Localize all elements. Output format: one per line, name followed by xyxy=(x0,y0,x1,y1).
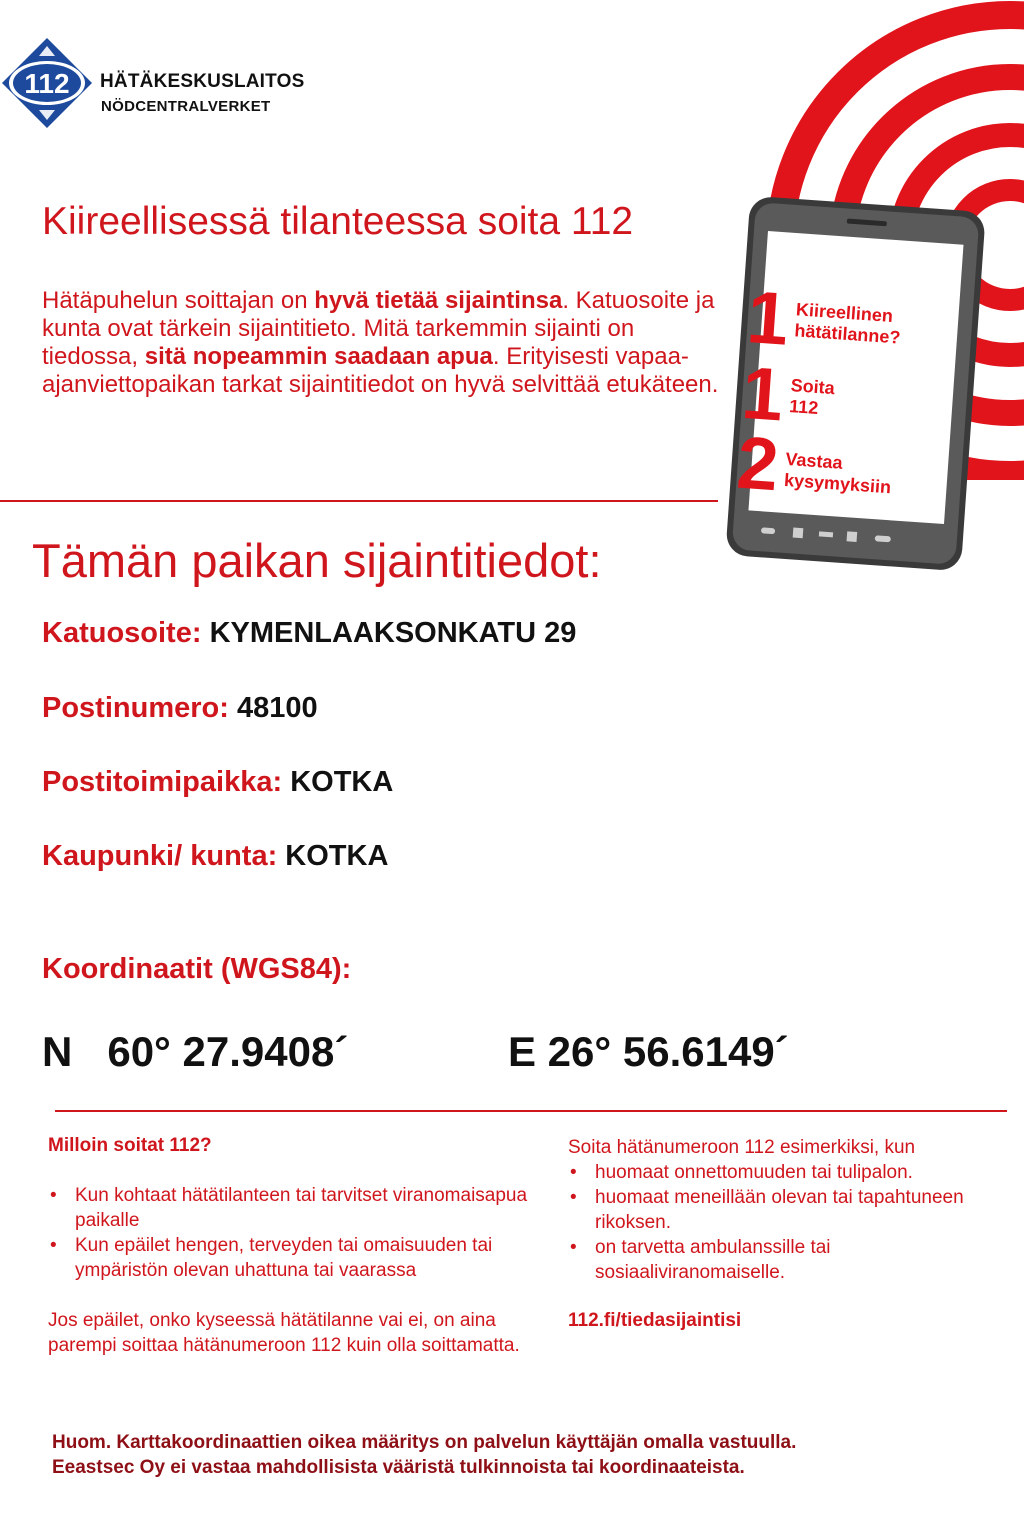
phone-step-text: Kiireellinen xyxy=(795,299,894,327)
phone-step-text: 112 xyxy=(788,396,819,419)
street-label: Katuosoite: xyxy=(42,617,202,649)
postcode-label: Postinumero: xyxy=(42,692,229,724)
divider xyxy=(0,500,718,502)
city-value: KOTKA xyxy=(285,840,389,872)
postoffice-field xyxy=(42,766,393,799)
phone-step-3 xyxy=(734,420,892,507)
intro-paragraph xyxy=(42,287,722,399)
bullet: • xyxy=(50,1235,57,1256)
bullet: • xyxy=(50,1185,57,1206)
when-to-call-heading: Milloin soitat 112? xyxy=(48,1135,212,1156)
examples-heading: Soita hätänumeroon 112 esimerkiksi, kun xyxy=(568,1137,916,1158)
coordinate-north: N 60° 27.9408´ xyxy=(42,1028,349,1075)
city-label: Kaupunki/ kunta: xyxy=(42,840,278,872)
phone-step-1 xyxy=(744,275,902,361)
list-item-text: Kun epäilet hengen, terveyden tai omaisuuden tai ympäristön olevan uhattuna tai vaarassa xyxy=(75,1235,493,1281)
examples-list xyxy=(568,1160,988,1285)
list-item-text: huomaat onnettomuuden tai tulipalon. xyxy=(595,1162,913,1183)
when-to-call-note: Jos epäilet, onko kyseessä hätätilanne vai ei, on aina parempi soittaa hätänumeroon 112 kuin olla soittamatta. xyxy=(48,1310,520,1356)
bullet: • xyxy=(570,1162,577,1183)
coordinate-east: E 26° 56.6149´ xyxy=(508,1028,789,1075)
postcode-value: 48100 xyxy=(236,692,318,724)
phone-screen-steps xyxy=(733,275,949,533)
coordinates-label: Koordinaatit (WGS84): xyxy=(42,953,352,985)
postoffice-value: KOTKA xyxy=(290,766,394,798)
list-item xyxy=(48,1183,548,1233)
logo-title: HÄTÄKESKUSLAITOS xyxy=(100,71,305,92)
divider xyxy=(55,1110,1007,1112)
list-item-text: Kun kohtaat hätätilanteen tai tarvitset viranomaisapua paikalle xyxy=(75,1185,528,1231)
phone-step-text: hätätilanne? xyxy=(793,320,902,348)
location-heading: Tämän paikan sijaintitiedot: xyxy=(32,534,602,587)
when-to-call-list xyxy=(48,1183,548,1283)
street-value: KYMENLAAKSONKATU 29 xyxy=(209,617,577,649)
phone-step-number: 1 xyxy=(744,275,792,361)
list-item xyxy=(568,1235,988,1285)
intro-text: Hätäpuhelun soittajan on xyxy=(42,287,315,314)
info-link[interactable]: 112.fi/tiedasijaintisi xyxy=(568,1310,742,1331)
intro-emphasis: sitä nopeammin saadaan apua xyxy=(144,343,493,370)
intro-text: . Katuosoite ja kunta ovat tärkein sijaintitieto. Mitä tarkemmin sijainti on tiedossa, xyxy=(42,287,715,370)
phone-step-text: kysymyksiin xyxy=(783,469,892,498)
bullet: • xyxy=(570,1187,577,1208)
logo-number: 112 xyxy=(24,68,70,99)
list-item-text: on tarvetta ambulanssille tai sosiaaliviranomaiselle. xyxy=(595,1237,831,1283)
disclaimer xyxy=(52,1430,932,1480)
postcode-field xyxy=(42,692,318,725)
disclaimer-line: Eeastsec Oy ei vastaa mahdollisista vääristä tulkinnoista tai koordinaateista. xyxy=(52,1457,745,1478)
intro-text: . Erityisesti vapaa-ajanviettopaikan tarkat sijaintitiedot on hyvä selvittää etukäteen. xyxy=(42,343,719,398)
postoffice-label: Postitoimipaikka: xyxy=(42,766,283,798)
logo-subtitle: NÖDCENTRALVERKET xyxy=(101,98,271,115)
phone-step-text: Vastaa xyxy=(784,448,844,473)
phone-step-number: 2 xyxy=(734,420,782,507)
intro-emphasis: hyvä tietää sijaintinsa xyxy=(314,287,563,314)
disclaimer-line: Huom. Karttakoordinaattien oikea määritys on palvelun käyttäjän omalla vastuulla. xyxy=(52,1432,797,1453)
list-item-text: huomaat meneillään olevan tai tapahtuneen rikoksen. xyxy=(595,1187,964,1233)
list-item xyxy=(568,1160,988,1185)
city-field xyxy=(42,840,388,873)
list-item xyxy=(48,1233,548,1283)
bullet: • xyxy=(570,1237,577,1258)
street-field xyxy=(42,617,576,650)
logo-112-emblem xyxy=(0,36,94,130)
phone-step-text: Soita xyxy=(790,375,836,399)
list-item xyxy=(568,1185,988,1235)
phone-step-number: 1 xyxy=(739,350,787,437)
headline: Kiireellisessä tilanteessa soita 112 xyxy=(42,200,634,243)
